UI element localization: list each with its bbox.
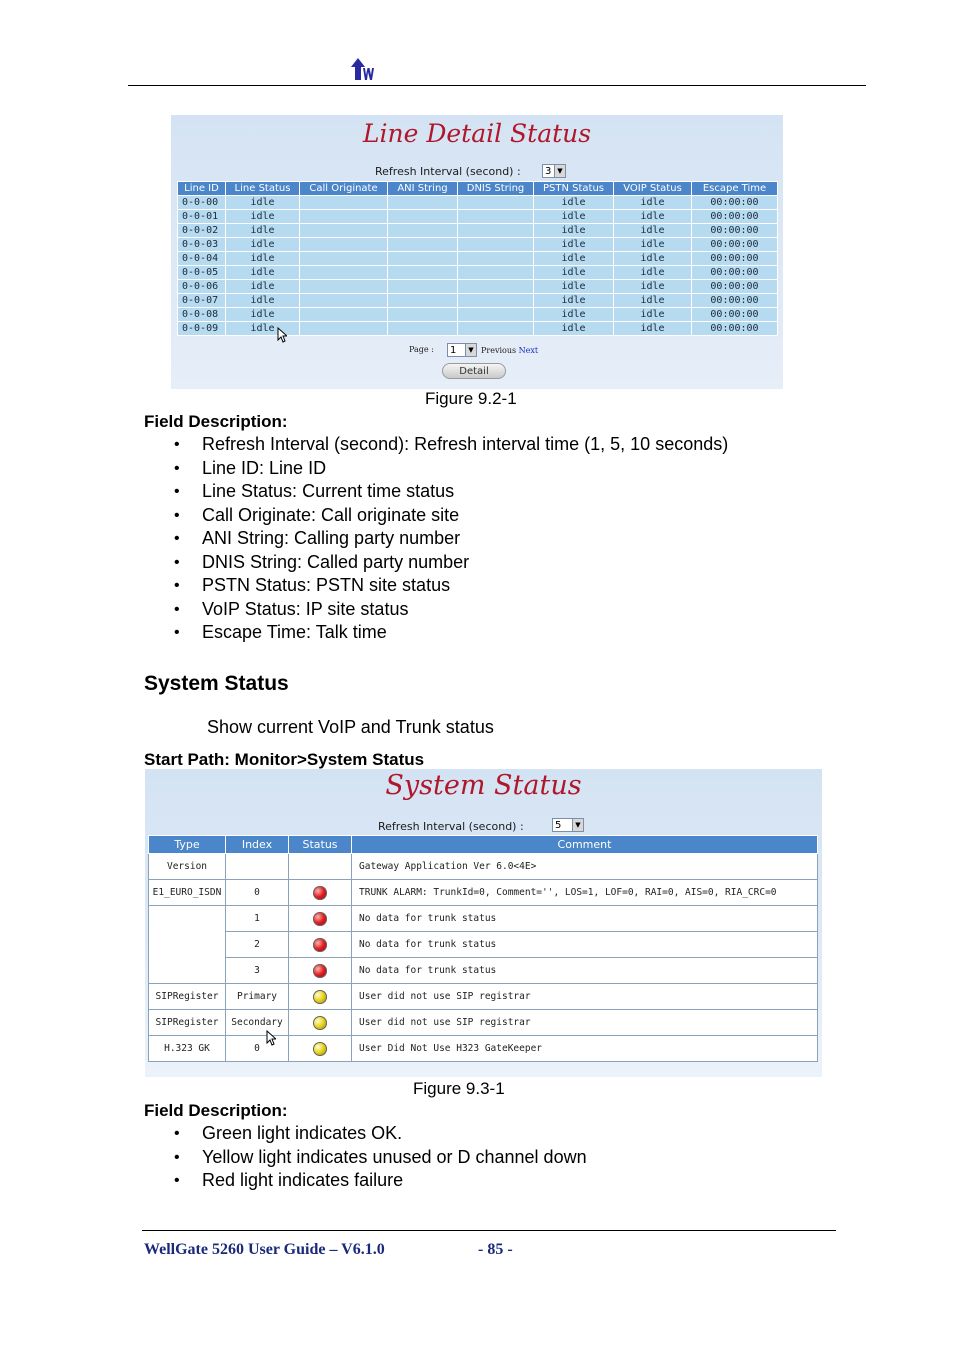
index-cell: 1 — [226, 906, 289, 932]
column-header: Line Status — [226, 182, 300, 196]
table-row — [178, 238, 778, 252]
refresh-interval-value: 5 — [555, 820, 562, 831]
table-cell: idle — [614, 294, 692, 308]
table-cell: idle — [226, 224, 300, 238]
system-status-screenshot — [145, 769, 822, 1077]
table-cell — [458, 280, 534, 294]
previous-link[interactable]: Previous — [481, 346, 517, 355]
table-cell — [458, 266, 534, 280]
table-row — [178, 308, 778, 322]
list-item: • Yellow light indicates unused or D channel down — [144, 1146, 587, 1170]
red-status-light-icon — [313, 938, 327, 952]
table-cell: idle — [534, 308, 614, 322]
list-item: • Line Status: Current time status — [144, 480, 728, 504]
table-cell — [388, 238, 458, 252]
table-cell: 0-0-03 — [178, 238, 226, 252]
table-cell: idle — [226, 322, 300, 336]
table-row — [178, 280, 778, 294]
type-cell: E1_EURO_ISDN — [149, 880, 226, 906]
start-path: Start Path: Monitor>System Status — [144, 750, 425, 769]
comment-cell: User did not use SIP registrar — [352, 984, 818, 1010]
footer-guide-title: WellGate 5260 User Guide – V6.1.0 — [144, 1241, 385, 1258]
red-status-light-icon — [313, 886, 327, 900]
list-item: • Line ID: Line ID — [144, 457, 728, 481]
table-cell — [300, 210, 388, 224]
red-status-light-icon — [313, 912, 327, 926]
table-cell — [388, 196, 458, 210]
table-row — [178, 322, 778, 336]
figure-9-2-1-caption: Figure 9.2-1 — [425, 389, 517, 408]
table-cell: idle — [614, 224, 692, 238]
column-header: Escape Time — [692, 182, 778, 196]
status-cell — [289, 906, 352, 932]
refresh-interval-select[interactable] — [542, 164, 566, 178]
list-item: • Escape Time: Talk time — [144, 621, 728, 645]
table-cell: idle — [614, 252, 692, 266]
table-cell: idle — [226, 252, 300, 266]
table-cell — [458, 196, 534, 210]
status-cell — [289, 880, 352, 906]
table-cell — [388, 252, 458, 266]
index-cell: 3 — [226, 958, 289, 984]
status-cell — [289, 984, 352, 1010]
yellow-status-light-icon — [313, 1042, 327, 1056]
page-select[interactable] — [447, 343, 477, 357]
table-cell: idle — [534, 280, 614, 294]
table-cell: idle — [226, 294, 300, 308]
column-header: Call Originate — [300, 182, 388, 196]
table-cell: idle — [534, 238, 614, 252]
comment-cell: User did not use SIP registrar — [352, 1010, 818, 1036]
table-cell — [300, 196, 388, 210]
yellow-status-light-icon — [313, 1016, 327, 1030]
table-cell: idle — [614, 280, 692, 294]
table-cell — [388, 322, 458, 336]
chevron-down-icon: ▼ — [572, 819, 583, 831]
table-cell — [458, 238, 534, 252]
index-cell: 2 — [226, 932, 289, 958]
table-cell — [300, 294, 388, 308]
comment-cell: User Did Not Use H323 GateKeeper — [352, 1036, 818, 1062]
table-cell — [300, 238, 388, 252]
table-row — [178, 294, 778, 308]
system-status-intro: Show current VoIP and Trunk status — [207, 717, 494, 737]
table-cell: idle — [226, 280, 300, 294]
comment-cell: No data for trunk status — [352, 932, 818, 958]
table-row — [149, 932, 818, 958]
table-cell: idle — [226, 238, 300, 252]
table-cell: 00:00:00 — [692, 294, 778, 308]
table-row — [149, 1010, 818, 1036]
table-cell — [300, 308, 388, 322]
type-cell — [149, 906, 226, 984]
field-description-heading-1: Field Description: — [144, 412, 288, 431]
list-item: • Refresh Interval (second): Refresh interval time (1, 5, 10 seconds) — [144, 433, 728, 457]
table-cell: 00:00:00 — [692, 252, 778, 266]
table-cell: 00:00:00 — [692, 238, 778, 252]
table-cell: idle — [614, 322, 692, 336]
table-cell — [388, 294, 458, 308]
table-row — [178, 196, 778, 210]
table-cell: 0-0-05 — [178, 266, 226, 280]
status-cell — [289, 854, 352, 880]
field-description-list-1 — [144, 433, 728, 645]
list-item: • DNIS String: Called party number — [144, 551, 728, 575]
system-status-heading: System Status — [144, 672, 289, 695]
table-cell: 0-0-06 — [178, 280, 226, 294]
table-cell — [300, 266, 388, 280]
status-cell — [289, 1036, 352, 1062]
mouse-cursor-icon — [266, 1030, 276, 1051]
status-cell — [289, 932, 352, 958]
table-cell: idle — [226, 196, 300, 210]
table-row — [178, 210, 778, 224]
column-header: ANI String — [388, 182, 458, 196]
comment-cell: No data for trunk status — [352, 906, 818, 932]
list-item: • Green light indicates OK. — [144, 1122, 587, 1146]
column-header: Status — [289, 836, 352, 854]
column-header: DNIS String — [458, 182, 534, 196]
table-cell: idle — [614, 210, 692, 224]
table-cell: idle — [534, 210, 614, 224]
field-description-heading-2: Field Description: — [144, 1101, 288, 1120]
header-rule — [128, 85, 866, 86]
table-cell: idle — [534, 252, 614, 266]
table-cell: 0-0-09 — [178, 322, 226, 336]
table-cell: idle — [226, 308, 300, 322]
next-link[interactable]: Next — [518, 346, 539, 355]
table-cell: 00:00:00 — [692, 224, 778, 238]
footer-page-number: - 85 - — [478, 1241, 513, 1258]
comment-cell: Gateway Application Ver 6.0<4E> — [352, 854, 818, 880]
chevron-down-icon: ▼ — [465, 344, 476, 356]
table-cell: 00:00:00 — [692, 322, 778, 336]
yellow-status-light-icon — [313, 990, 327, 1004]
list-item: • ANI String: Calling party number — [144, 527, 728, 551]
status-cell — [289, 958, 352, 984]
line-detail-table — [177, 181, 778, 336]
comment-cell: TRUNK ALARM: TrunkId=0, Comment='', LOS=1, LOF=0, RAI=0, AIS=0, RIA_CRC=0 — [352, 880, 818, 906]
footer-rule — [142, 1230, 836, 1231]
list-item: • Call Originate: Call originate site — [144, 504, 728, 528]
column-header: PSTN Status — [534, 182, 614, 196]
table-cell — [458, 322, 534, 336]
table-cell: idle — [534, 196, 614, 210]
column-header: Index — [226, 836, 289, 854]
table-cell: 0-0-01 — [178, 210, 226, 224]
status-cell — [289, 1010, 352, 1036]
mouse-cursor-icon — [277, 327, 287, 348]
page-value: 1 — [450, 345, 457, 356]
table-cell — [388, 308, 458, 322]
table-cell — [458, 224, 534, 238]
column-header: Comment — [352, 836, 818, 854]
pagination — [409, 345, 434, 354]
table-cell — [388, 266, 458, 280]
table-cell: idle — [534, 294, 614, 308]
table-cell — [300, 252, 388, 266]
list-item: • VoIP Status: IP site status — [144, 598, 728, 622]
refresh-interval-value: 3 — [545, 166, 552, 177]
list-item: • PSTN Status: PSTN site status — [144, 574, 728, 598]
system-status-table — [148, 835, 818, 1062]
table-cell: 00:00:00 — [692, 210, 778, 224]
refresh-interval-label: Refresh Interval (second) : — [375, 165, 521, 178]
type-cell: SIPRegister — [149, 984, 226, 1010]
type-cell: SIPRegister — [149, 1010, 226, 1036]
table-cell: 00:00:00 — [692, 196, 778, 210]
table-cell: idle — [614, 238, 692, 252]
table-cell — [300, 224, 388, 238]
detail-button[interactable]: Detail — [442, 363, 506, 379]
table-cell — [458, 252, 534, 266]
table-row — [178, 224, 778, 238]
index-cell: Primary — [226, 984, 289, 1010]
table-cell: idle — [226, 210, 300, 224]
table-cell — [458, 294, 534, 308]
refresh-interval-label: Refresh Interval (second) : — [378, 820, 524, 833]
company-logo-icon — [349, 56, 379, 82]
index-cell: 0 — [226, 1036, 289, 1062]
index-cell — [226, 854, 289, 880]
column-header: Line ID — [178, 182, 226, 196]
list-item: • Red light indicates failure — [144, 1169, 587, 1193]
table-cell — [300, 280, 388, 294]
table-cell: 00:00:00 — [692, 308, 778, 322]
comment-cell: No data for trunk status — [352, 958, 818, 984]
chevron-down-icon: ▼ — [554, 165, 565, 177]
table-cell — [300, 322, 388, 336]
figure-9-3-1-caption: Figure 9.3-1 — [413, 1079, 505, 1098]
table-row — [178, 252, 778, 266]
table-cell: 00:00:00 — [692, 280, 778, 294]
table-cell: idle — [534, 322, 614, 336]
table-row — [149, 984, 818, 1010]
type-cell: H.323 GK — [149, 1036, 226, 1062]
table-row — [149, 880, 818, 906]
table-cell: idle — [614, 196, 692, 210]
table-cell: 0-0-08 — [178, 308, 226, 322]
table-cell: 0-0-04 — [178, 252, 226, 266]
red-status-light-icon — [313, 964, 327, 978]
table-cell: idle — [534, 224, 614, 238]
table-cell: 00:00:00 — [692, 266, 778, 280]
table-cell — [388, 224, 458, 238]
line-detail-status-title: Line Detail Status — [362, 119, 592, 148]
index-cell: 0 — [226, 880, 289, 906]
table-cell: 0-0-00 — [178, 196, 226, 210]
column-header: VOIP Status — [614, 182, 692, 196]
table-cell: idle — [614, 266, 692, 280]
table-cell — [388, 280, 458, 294]
index-cell: Secondary — [226, 1010, 289, 1036]
refresh-interval-select[interactable] — [552, 818, 584, 832]
table-cell: 0-0-07 — [178, 294, 226, 308]
table-cell: idle — [614, 308, 692, 322]
table-row — [149, 854, 818, 880]
table-row — [149, 906, 818, 932]
table-cell — [458, 308, 534, 322]
table-cell — [388, 210, 458, 224]
table-cell: 0-0-02 — [178, 224, 226, 238]
line-detail-status-screenshot — [171, 115, 783, 389]
column-header: Type — [149, 836, 226, 854]
table-row — [149, 1036, 818, 1062]
table-cell: idle — [226, 266, 300, 280]
table-row — [178, 266, 778, 280]
type-cell: Version — [149, 854, 226, 880]
page-label: Page : — [409, 345, 434, 354]
table-cell: idle — [534, 266, 614, 280]
field-description-list-2 — [144, 1122, 587, 1193]
table-row — [149, 958, 818, 984]
table-cell — [458, 210, 534, 224]
system-status-title: System Status — [385, 770, 582, 801]
